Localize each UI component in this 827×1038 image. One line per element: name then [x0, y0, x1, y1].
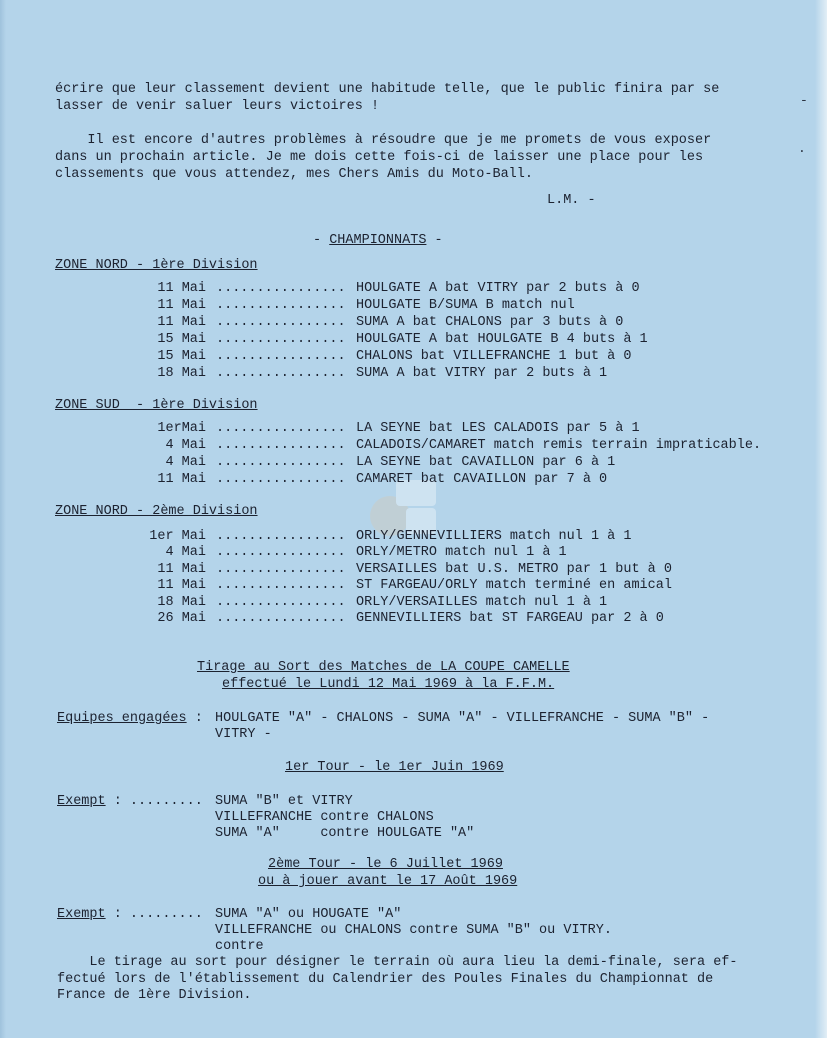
- result-text: ORLY/METRO match nul 1 à 1: [356, 545, 567, 560]
- result-text: HOULGATE A bat VITRY par 2 buts à 0: [356, 281, 640, 296]
- result-dots: ................: [216, 595, 346, 610]
- result-date: 4 Mai: [165, 545, 206, 560]
- result-date: 4 Mai: [165, 438, 206, 453]
- result-text: GENNEVILLIERS bat ST FARGEAU par 2 à 0: [356, 611, 664, 626]
- result-dots: ................: [216, 332, 346, 347]
- result-text: SUMA A bat CHALONS par 3 buts à 0: [356, 315, 624, 330]
- result-dots: ................: [216, 281, 346, 296]
- result-dots: ................: [216, 611, 346, 626]
- result-dots: ................: [216, 438, 346, 453]
- result-text: CALADOIS/CAMARET match remis terrain impraticable.: [356, 438, 762, 453]
- tour1-title: 1er Tour - le 1er Juin 1969: [285, 760, 504, 775]
- result-date: 1er Mai: [149, 529, 206, 544]
- result-date: 15 Mai: [157, 349, 206, 364]
- margin-mark: .: [798, 141, 806, 156]
- result-text: ORLY/GENNEVILLIERS match nul 1 à 1: [356, 529, 632, 544]
- result-date: 11 Mai: [157, 472, 206, 487]
- equipes-list: VITRY -: [215, 727, 272, 742]
- result-text: CAMARET bat CAVAILLON par 7 à 0: [356, 472, 608, 487]
- intro-line: lasser de venir saluer leurs victoires !: [55, 99, 380, 114]
- result-dots: ................: [216, 421, 346, 436]
- result-dots: ................: [216, 529, 346, 544]
- closing-line: fectué lors de l'établissement du Calendrier des Poules Finales du Championnat de: [57, 972, 714, 987]
- result-dots: ................: [216, 472, 346, 487]
- page-right-edge: [815, 0, 827, 1038]
- result-date: 18 Mai: [157, 366, 206, 381]
- equipes-list: HOULGATE "A" - CHALONS - SUMA "A" - VILLEFRANCHE - SUMA "B" -: [215, 711, 710, 726]
- closing-line: Le tirage au sort pour désigner le terrain où aura lieu la demi-finale, sera ef-: [57, 955, 738, 970]
- result-text: VERSAILLES bat U.S. METRO par 1 but à 0: [356, 562, 672, 577]
- exempt-label: Exempt : .........: [57, 794, 203, 809]
- result-date: 18 Mai: [157, 595, 206, 610]
- coupe-title: Tirage au Sort des Matches de LA COUPE CAMELLE: [197, 660, 570, 675]
- closing-line: France de 1ère Division.: [57, 988, 252, 1003]
- tour2-title: 2ème Tour - le 6 Juillet 1969: [268, 857, 503, 872]
- tour2-line: SUMA "A" ou HOUGATE "A": [215, 907, 402, 922]
- result-text: HOULGATE B/SUMA B match nul: [356, 298, 575, 313]
- result-date: 11 Mai: [157, 298, 206, 313]
- result-text: ORLY/VERSAILLES match nul 1 à 1: [356, 595, 608, 610]
- result-date: 15 Mai: [157, 332, 206, 347]
- result-date: 4 Mai: [165, 455, 206, 470]
- tour2-line: contre: [215, 939, 264, 954]
- margin-mark: -: [800, 93, 808, 108]
- tour1-line: SUMA "B" et VITRY: [215, 794, 353, 809]
- zone-title: ZONE NORD - 2ème Division: [55, 504, 258, 519]
- intro-line: écrire que leur classement devient une habitude telle, que le public finira par se: [55, 82, 720, 97]
- paragraph-line: Il est encore d'autres problèmes à résoudre que je me promets de vous exposer: [55, 133, 712, 148]
- zone-title: ZONE SUD - 1ère Division: [55, 398, 258, 413]
- page-left-edge: [0, 0, 6, 1038]
- result-date: 1erMai: [157, 421, 206, 436]
- exempt-label: Exempt : .........: [57, 907, 203, 922]
- coupe-subtitle: effectué le Lundi 12 Mai 1969 à la F.F.M.: [222, 677, 555, 692]
- result-dots: ................: [216, 298, 346, 313]
- result-date: 11 Mai: [157, 562, 206, 577]
- result-dots: ................: [216, 349, 346, 364]
- paragraph-line: dans un prochain article. Je me dois cette fois-ci de laisser une place pour les: [55, 150, 704, 165]
- section-heading: - CHAMPIONNATS -: [313, 233, 443, 248]
- result-dots: ................: [216, 366, 346, 381]
- signature: L.M. -: [547, 193, 596, 208]
- result-text: HOULGATE A bat HOULGATE B 4 buts à 1: [356, 332, 648, 347]
- result-text: LA SEYNE bat LES CALADOIS par 5 à 1: [356, 421, 640, 436]
- result-dots: ................: [216, 562, 346, 577]
- tour2-subtitle: ou à jouer avant le 17 Août 1969: [258, 874, 518, 889]
- result-text: LA SEYNE bat CAVAILLON par 6 à 1: [356, 455, 616, 470]
- tour2-line: VILLEFRANCHE ou CHALONS contre SUMA "B" ou VITRY.: [215, 923, 612, 938]
- result-dots: ................: [216, 455, 346, 470]
- result-date: 11 Mai: [157, 281, 206, 296]
- zone-title: ZONE NORD - 1ère Division: [55, 258, 258, 273]
- paragraph-line: classements que vous attendez, mes Chers Amis du Moto-Ball.: [55, 167, 533, 182]
- result-dots: ................: [216, 315, 346, 330]
- result-text: ST FARGEAU/ORLY match terminé en amical: [356, 578, 672, 593]
- tour1-line: VILLEFRANCHE contre CHALONS: [215, 810, 434, 825]
- equipes-line: Equipes engagées :: [57, 711, 211, 726]
- result-text: SUMA A bat VITRY par 2 buts à 1: [356, 366, 608, 381]
- result-text: CHALONS bat VILLEFRANCHE 1 but à 0: [356, 349, 632, 364]
- result-dots: ................: [216, 578, 346, 593]
- result-date: 26 Mai: [157, 611, 206, 626]
- tour1-line: SUMA "A" contre HOULGATE "A": [215, 826, 475, 841]
- result-date: 11 Mai: [157, 578, 206, 593]
- result-date: 11 Mai: [157, 315, 206, 330]
- result-dots: ................: [216, 545, 346, 560]
